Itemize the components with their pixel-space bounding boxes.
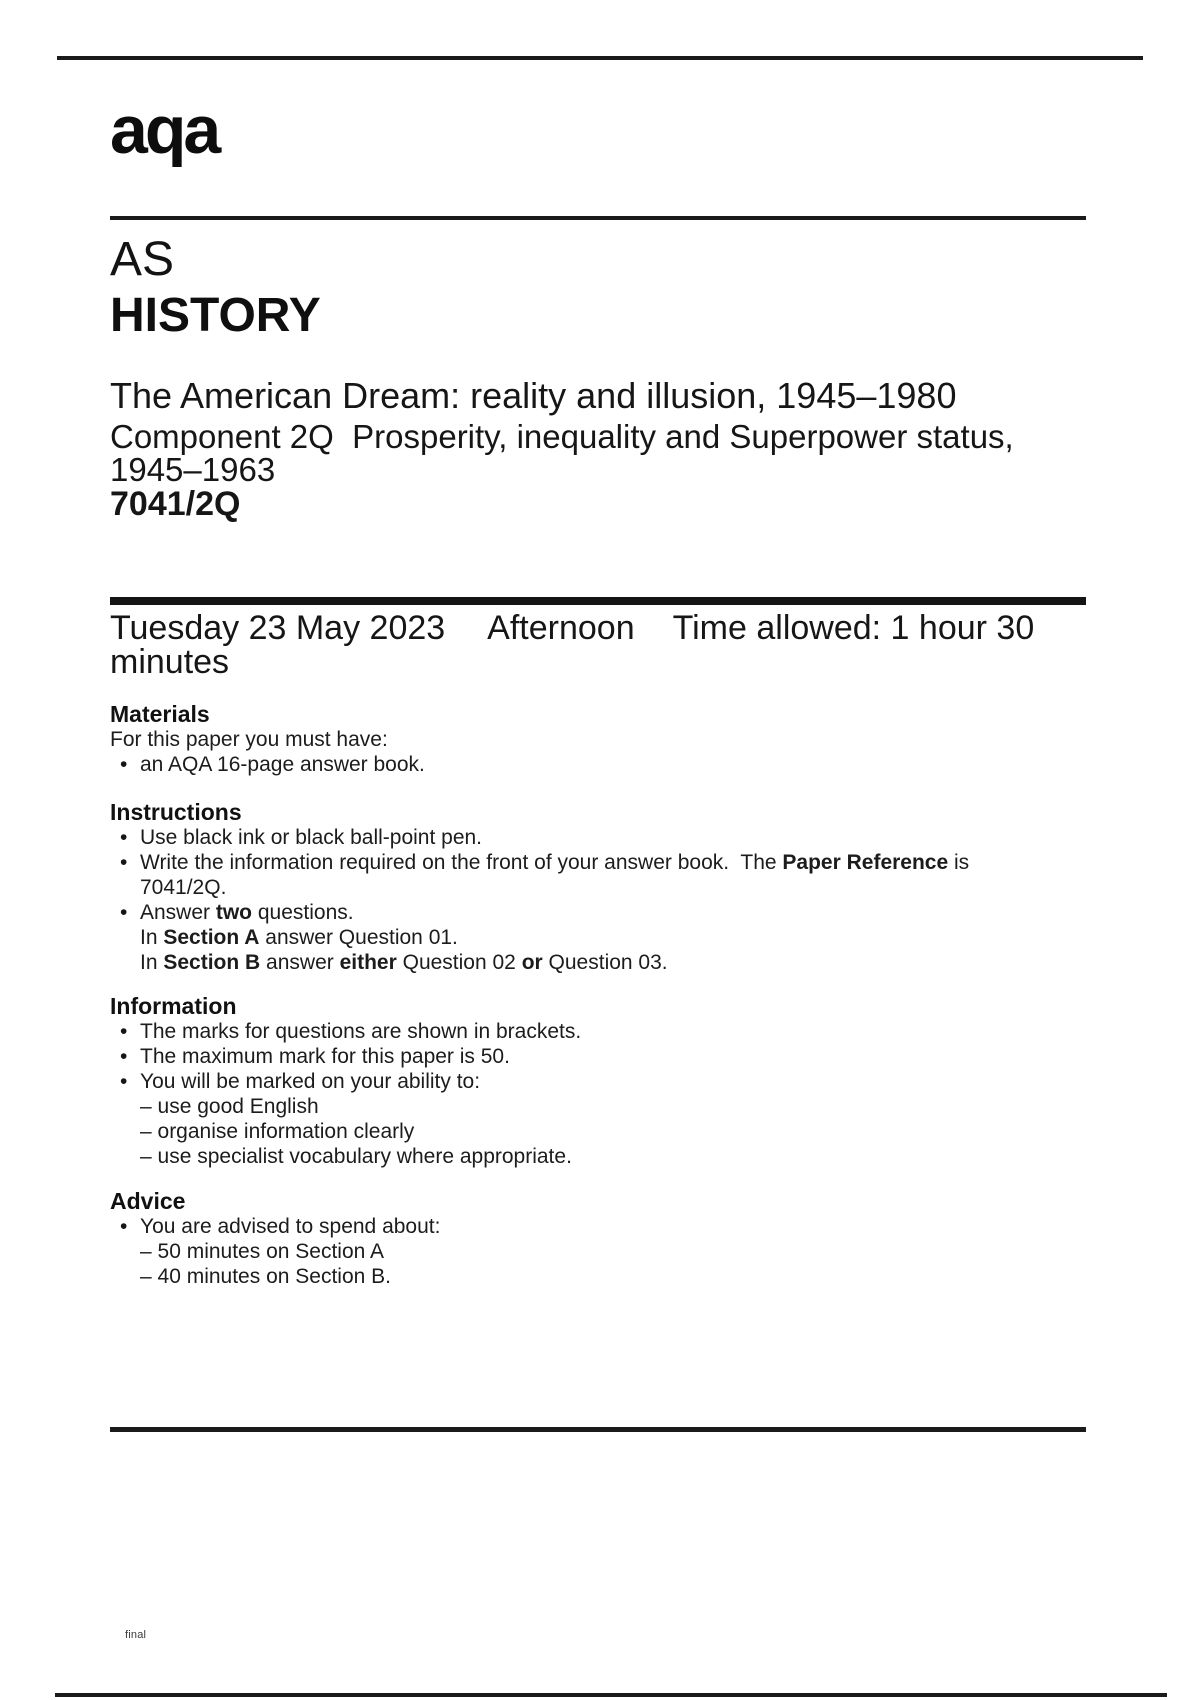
- advice-heading: Advice: [110, 1188, 186, 1214]
- bullet-icon: •: [120, 753, 128, 776]
- content-end-rule: [110, 1427, 1086, 1432]
- information-item-text: You will be marked on your ability to:: [140, 1070, 481, 1093]
- information-item: [110, 1069, 1086, 1094]
- advice-item: [110, 1214, 1086, 1239]
- instructions-heading: Instructions: [110, 799, 242, 825]
- information-heading: Information: [110, 993, 237, 1019]
- bullet-icon: •: [120, 1045, 128, 1068]
- advice-item-text: You are advised to spend about:: [140, 1215, 441, 1238]
- materials-item-text: an AQA 16-page answer book.: [140, 753, 425, 776]
- bullet-icon: •: [120, 1070, 128, 1093]
- materials-item: [110, 752, 1086, 777]
- qualification-level: AS: [110, 233, 175, 286]
- aqa-logo: aqa: [110, 92, 219, 168]
- information-item-text: The marks for questions are shown in brackets.: [140, 1020, 582, 1043]
- instructions-item-text: Write the information required on the front of your answer book. The Paper Reference is: [140, 851, 970, 874]
- instructions-sub-item: In Section A answer Question 01.: [140, 926, 458, 949]
- bullet-icon: •: [120, 901, 128, 924]
- materials-intro: For this paper you must have:: [110, 728, 388, 751]
- bullet-icon: •: [120, 826, 128, 849]
- information-sub-item: – use specialist vocabulary where appropriate.: [140, 1145, 572, 1168]
- header-thick-rule: [110, 597, 1086, 605]
- advice-sub-item: – 50 minutes on Section A: [140, 1240, 384, 1263]
- bullet-icon: •: [120, 851, 128, 874]
- paper-series-title: The American Dream: reality and illusion, 1945–1980: [110, 375, 957, 416]
- bullet-icon: •: [120, 1020, 128, 1043]
- advice-sub-item: – 40 minutes on Section B.: [140, 1265, 391, 1288]
- subject-title: HISTORY: [110, 289, 321, 342]
- component-title: Component 2Q Prosperity, inequality and Superpower status, 1945–1963: [110, 418, 1023, 488]
- footer-version-note: final: [125, 1629, 147, 1641]
- instructions-item-continuation: 7041/2Q.: [140, 876, 227, 899]
- logo-divider-rule: [110, 216, 1086, 220]
- instructions-item: [110, 850, 1086, 875]
- exam-session: Afternoon: [487, 609, 635, 647]
- page-bottom-rule: [55, 1693, 1167, 1697]
- bullet-icon: •: [120, 1215, 128, 1238]
- information-item-text: The maximum mark for this paper is 50.: [140, 1045, 510, 1068]
- information-item: [110, 1044, 1086, 1069]
- exam-session-line: [110, 611, 1060, 679]
- information-sub-item: – organise information clearly: [140, 1120, 415, 1143]
- paper-code: 7041/2Q: [110, 485, 241, 523]
- instructions-item: [110, 825, 1086, 850]
- time-allowed: Time allowed: 1 hour 30 minutes: [110, 609, 1035, 681]
- materials-heading: Materials: [110, 701, 210, 727]
- instructions-item: [110, 900, 1086, 925]
- information-sub-item: – use good English: [140, 1095, 319, 1118]
- information-item: [110, 1019, 1086, 1044]
- exam-date: Tuesday 23 May 2023: [110, 609, 446, 647]
- instructions-item-text: Answer two questions.: [140, 901, 354, 924]
- instructions-item-text: Use black ink or black ball-point pen.: [140, 826, 483, 849]
- instructions-sub-item: In Section B answer either Question 02 or Question 03.: [140, 951, 668, 974]
